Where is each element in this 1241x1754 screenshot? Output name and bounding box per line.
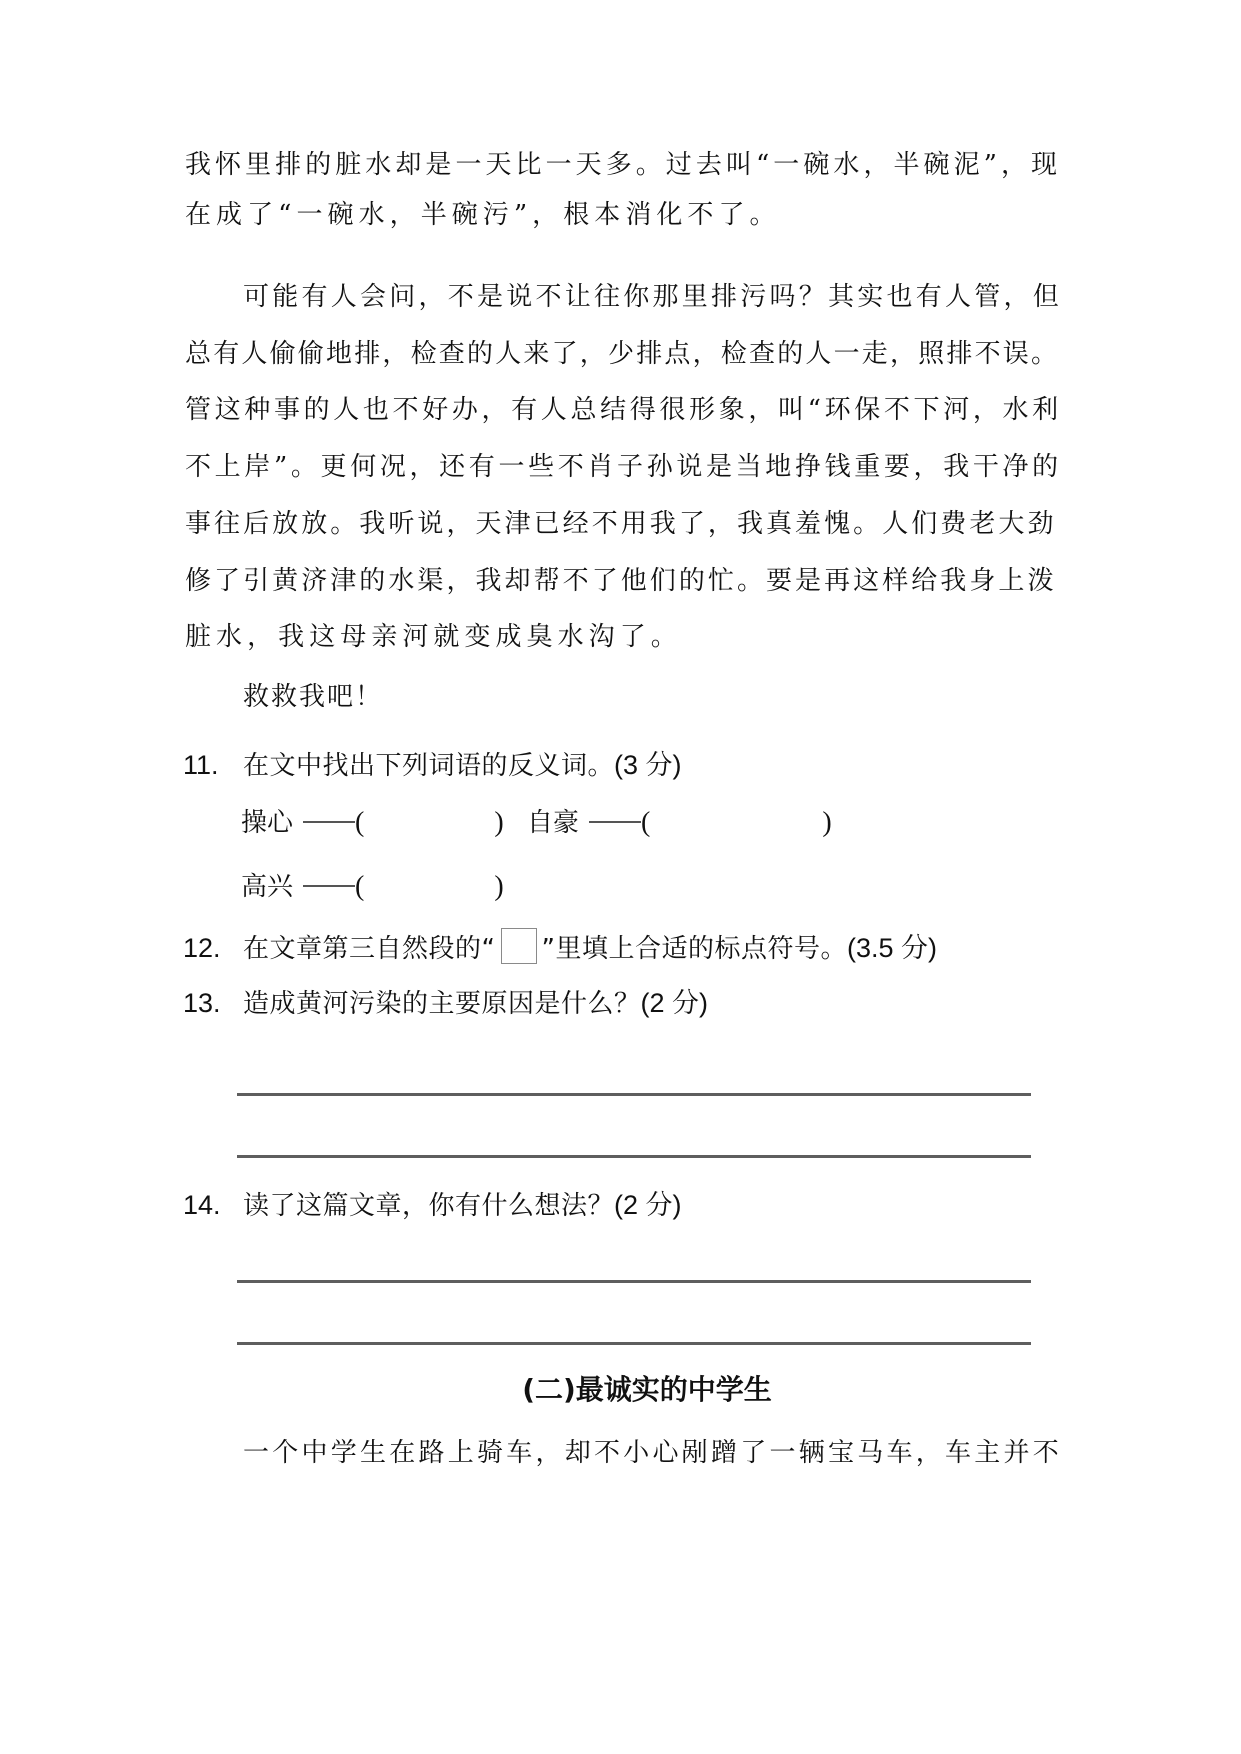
antonym-pair — [241, 870, 504, 904]
answer-line[interactable] — [237, 1093, 1031, 1096]
passage-line: 事往后放放。我听说，天津已经不用我了，我真羞愧。人们费老大劲 — [185, 509, 1057, 539]
passage-line: 不上岸”。更何况，还有一些不肖子孙说是当地挣钱重要，我干净的 — [185, 452, 1062, 482]
dash-line — [303, 885, 355, 887]
question-14 — [183, 1188, 682, 1222]
answer-blank[interactable] — [650, 829, 822, 831]
antonym-word: 操心 — [241, 808, 294, 838]
answer-line[interactable] — [237, 1342, 1031, 1345]
question-number: 11. — [183, 750, 219, 780]
question-points: (3 分) — [614, 750, 682, 780]
answer-line[interactable] — [237, 1280, 1031, 1283]
question-points: (3.5 分) — [846, 933, 937, 963]
passage-line: 在成了“一碗水，半碗污”，根本消化不了。 — [185, 200, 781, 230]
question-number: 13. — [183, 988, 221, 1018]
antonym-word: 高兴 — [241, 872, 294, 902]
question-text: 读了这篇文章，你有什么想法？ — [243, 1191, 615, 1221]
close-paren: ) — [494, 871, 504, 902]
passage-line: 可能有人会问，不是说不让往你那里排污吗？其实也有人管，但 — [243, 282, 1063, 312]
antonym-pair — [527, 806, 832, 840]
question-text: 造成黄河污染的主要原因是什么？ — [243, 989, 641, 1019]
question-number: 12. — [183, 933, 221, 963]
question-points: (2 分) — [614, 1190, 682, 1220]
section-heading: (二)最诚实的中学生 — [522, 1373, 772, 1406]
close-paren: ) — [494, 807, 504, 838]
question-11 — [183, 748, 682, 782]
question-text: 在文中找出下列词语的反义词。 — [243, 751, 615, 781]
antonym-word: 自豪 — [527, 808, 580, 838]
question-13 — [183, 986, 708, 1020]
passage-line: 管这种事的人也不好办，有人总结得很形象，叫“环保不下河，水利 — [185, 395, 1062, 425]
question-text-before: 在文章第三自然段的“ — [243, 934, 496, 964]
question-12 — [183, 928, 937, 962]
answer-blank[interactable] — [364, 829, 494, 831]
antonym-pair — [241, 806, 504, 840]
dash-line — [303, 821, 355, 823]
question-points: (2 分) — [640, 988, 709, 1018]
passage-line: 修了引黄济津的水渠，我却帮不了他们的忙。要是再这样给我身上泼 — [185, 566, 1057, 596]
punctuation-box[interactable] — [501, 928, 537, 964]
open-paren: ( — [355, 871, 365, 902]
question-text-after: ”里填上合适的标点符号。 — [541, 934, 847, 964]
dash-line — [589, 821, 641, 823]
passage-line: 一个中学生在路上骑车，却不小心剐蹭了一辆宝马车，车主并不 — [243, 1438, 1063, 1468]
passage-line: 救救我吧！ — [243, 682, 384, 712]
answer-blank[interactable] — [364, 893, 494, 895]
answer-line[interactable] — [237, 1155, 1031, 1158]
open-paren: ( — [355, 807, 365, 838]
passage-line: 总有人偷偷地排，检查的人来了，少排点，检查的人一走，照排不误。 — [185, 339, 1060, 369]
open-paren: ( — [641, 807, 651, 838]
close-paren: ) — [822, 807, 832, 838]
passage-line: 我怀里排的脏水却是一天比一天多。过去叫“一碗水，半碗泥”，现 — [185, 150, 1062, 180]
question-number: 14. — [183, 1190, 221, 1220]
passage-line: 脏水，我这母亲河就变成臭水沟了。 — [185, 622, 682, 652]
